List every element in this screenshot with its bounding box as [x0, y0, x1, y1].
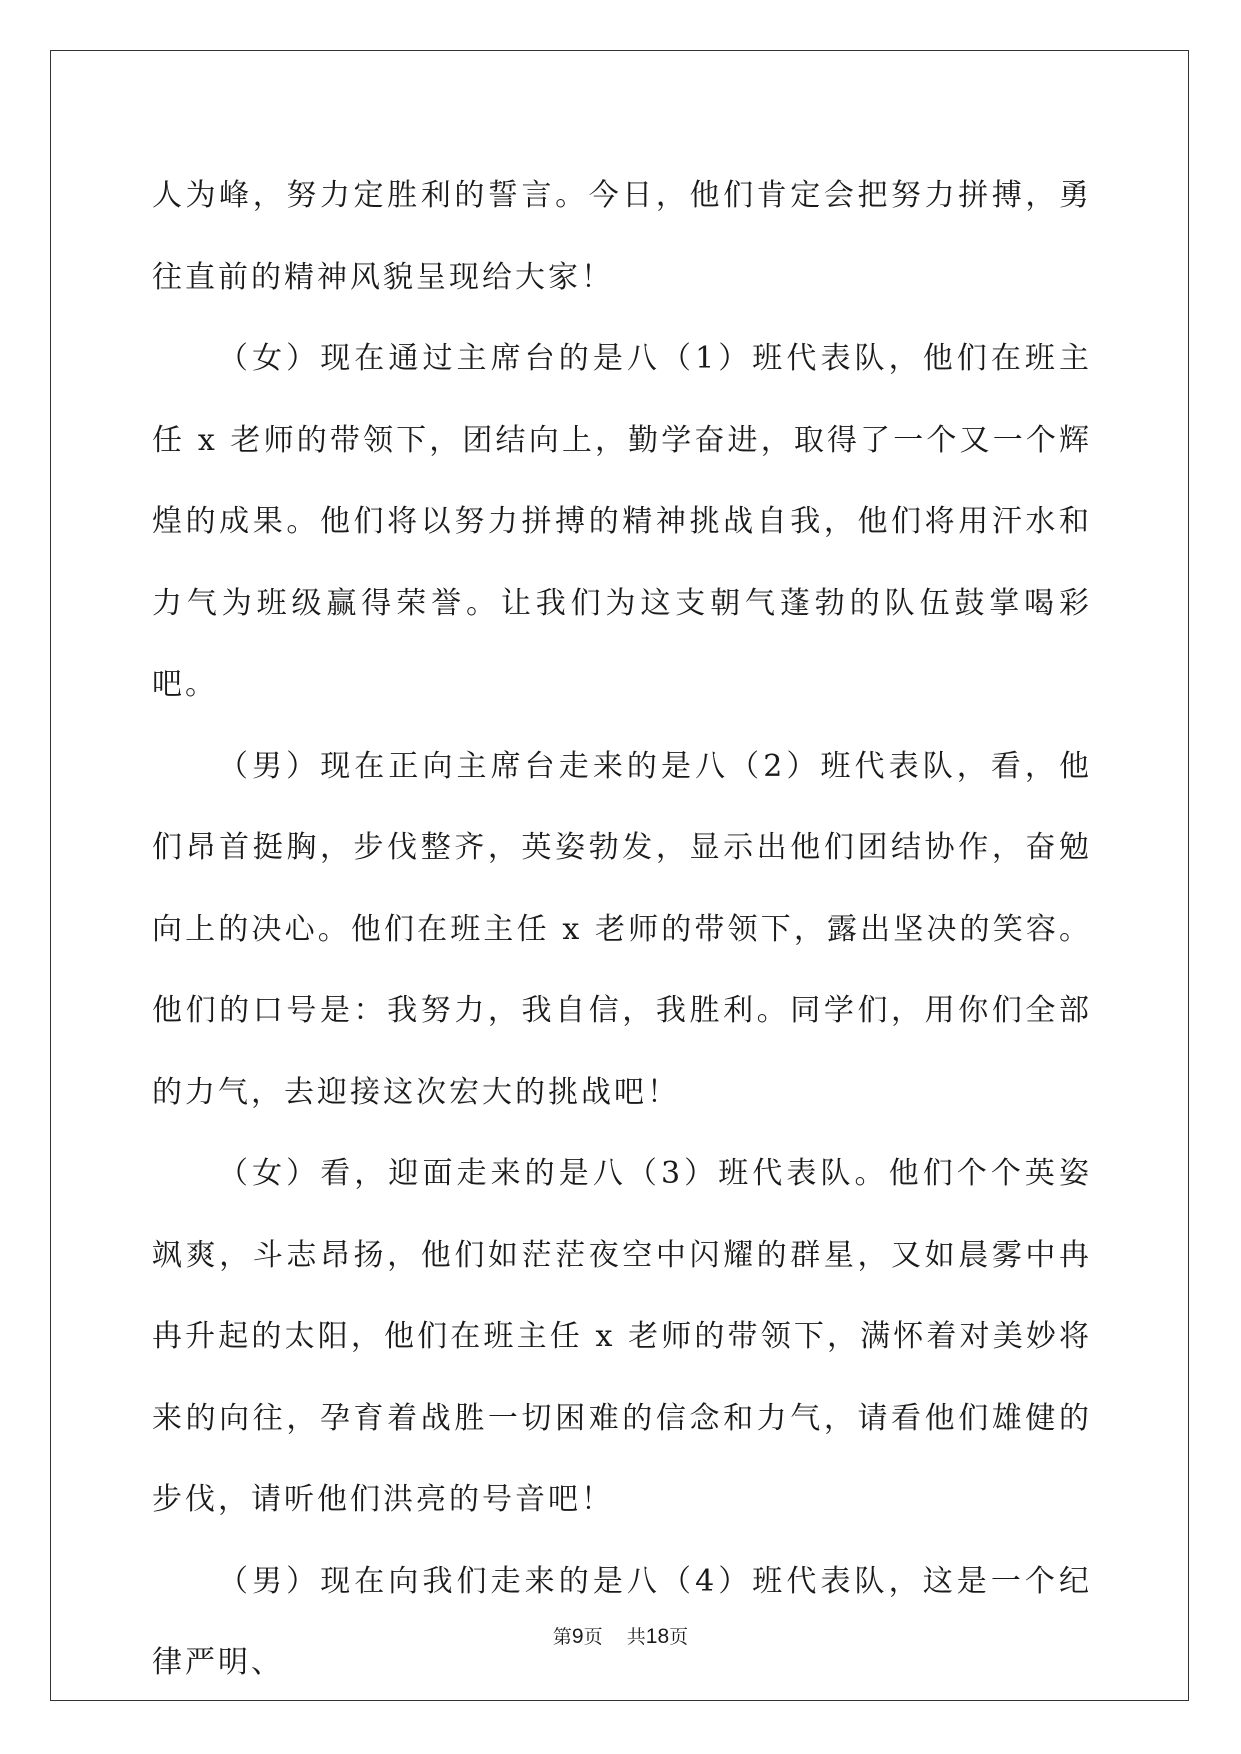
total-pages: 18	[645, 1625, 670, 1648]
document-body	[152, 155, 1092, 1704]
paragraph-1: 人为峰，努力定胜利的誓言。今日，他们肯定会把努力拼搏，勇往直前的精神风貌呈现给大家！	[152, 178, 1092, 295]
page-footer	[0, 1622, 1241, 1649]
total-suffix: 页	[669, 1626, 689, 1648]
page-prefix: 第	[552, 1626, 572, 1648]
paragraph-3: （男）现在正向主席台走来的是八（2）班代表队，看，他们昂首挺胸，步伐整齐，英姿勃发，显示出他们团结协作，奋勉向上的决心。他们在班主任 x 老师的带领下，露出坚决的笑容。他们的口号是：我努力，我自信，我胜利。同学们，用你们全部的力气，去迎接这次宏大的挑战吧！	[152, 748, 1092, 1110]
paragraph-4: （女）看，迎面走来的是八（3）班代表队。他们个个英姿飒爽，斗志昂扬，他们如茫茫夜空中闪耀的群星，又如晨雾中冉冉升起的太阳，他们在班主任 x 老师的带领下，满怀着对美妙将来的向往，孕育着战胜一切困难的信念和力气，请看他们雄健的步伐，请听他们洪亮的号音吧！	[152, 1156, 1092, 1517]
paragraph-5: （男）现在向我们走来的是八（4）班代表队，这是一个纪律严明、	[152, 1563, 1092, 1680]
paragraph-2: （女）现在通过主席台的是八（1）班代表队，他们在班主任 x 老师的带领下，团结向上，勤学奋进，取得了一个又一个辉煌的成果。他们将以努力拼搏的精神挑战自我，他们将用汗水和力气为班级赢得荣誉。让我们为这支朝气蓬勃的队伍鼓掌喝彩吧。	[152, 341, 1092, 702]
total-prefix: 共	[626, 1626, 646, 1648]
page-number: 9	[571, 1625, 584, 1648]
page-suffix: 页	[583, 1626, 603, 1648]
